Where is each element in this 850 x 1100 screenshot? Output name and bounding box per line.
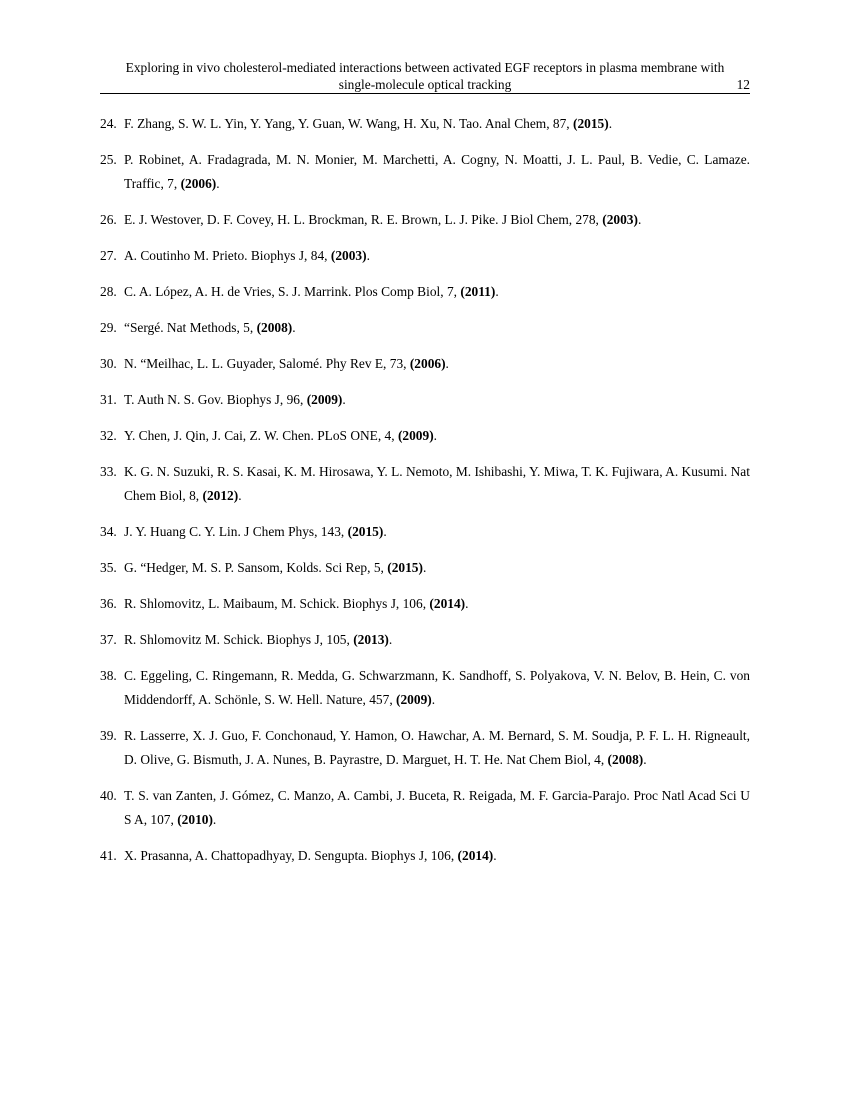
reference-text [124, 208, 750, 232]
reference-year: (2009) [397, 428, 434, 443]
reference-number: 27. [100, 248, 117, 263]
reference-item [100, 520, 750, 544]
reference-number: 35. [100, 560, 117, 575]
reference-journal: Proc Natl Acad Sci U S A, 107, [124, 788, 750, 827]
reference-authors: J. Y. Huang C. Y. Lin. [124, 524, 241, 539]
reference-year: (2014) [429, 596, 466, 611]
reference-year: (2009) [306, 392, 343, 407]
reference-journal: Biophys J, 106, [370, 848, 455, 863]
reference-year: (2003) [330, 248, 367, 263]
reference-year: (2011) [460, 284, 496, 299]
reference-year: (2008) [607, 752, 644, 767]
reference-text [124, 280, 750, 304]
reference-text [124, 460, 750, 508]
reference-text [124, 244, 750, 268]
reference-journal: J Chem Phys, 143, [244, 524, 345, 539]
reference-authors: R. Lasserre, X. J. Guo, F. Conchonaud, Y. Hamon, O. Hawchar, A. M. Bernard, S. M. Soudja, P. F. L. H. Rigneault, D. Olive, G. Bismuth, J. A. Nunes, B. Payrastre, D. Marguet, H. T. He. [124, 728, 750, 767]
reference-item [100, 112, 750, 136]
reference-item [100, 280, 750, 304]
reference-text [124, 724, 750, 772]
reference-number: 39. [100, 728, 117, 743]
header-rule [100, 93, 750, 94]
reference-journal: Biophys J, 105, [266, 632, 350, 647]
reference-authors: E. J. Westover, D. F. Covey, H. L. Brockman, R. E. Brown, L. J. Pike. [124, 212, 499, 227]
reference-item [100, 556, 750, 580]
reference-text [124, 592, 750, 616]
reference-number: 41. [100, 848, 117, 863]
reference-authors: “Sergé. [124, 320, 164, 335]
reference-year: (2015) [573, 116, 609, 131]
reference-text [124, 784, 750, 832]
reference-end: . [212, 812, 217, 827]
reference-item [100, 208, 750, 232]
reference-end: . [637, 212, 642, 227]
reference-text [124, 352, 750, 376]
reference-item [100, 724, 750, 772]
reference-journal: Nature, 457, [326, 692, 393, 707]
reference-journal: Nat Chem Biol, 4, [506, 752, 605, 767]
reference-journal: PLoS ONE, 4, [317, 428, 395, 443]
reference-year: (2013) [353, 632, 389, 647]
reference-journal: Nat Chem Biol, 8, [124, 464, 750, 503]
reference-journal: Traffic, 7, [124, 176, 178, 191]
reference-text [124, 388, 750, 412]
reference-text [124, 112, 750, 136]
reference-authors: N. “Meilhac, L. L. Guyader, Salomé. [124, 356, 323, 371]
reference-end: . [465, 596, 469, 611]
reference-authors: X. Prasanna, A. Chattopadhyay, D. Sengupta. [124, 848, 368, 863]
reference-year: (2006) [409, 356, 446, 371]
reference-journal: Biophys J, 96, [226, 392, 304, 407]
reference-journal: Nat Methods, 5, [166, 320, 254, 335]
reference-number: 34. [100, 524, 117, 539]
reference-number: 37. [100, 632, 117, 647]
reference-item [100, 628, 750, 652]
reference-end: . [238, 488, 242, 503]
reference-end: . [493, 848, 497, 863]
reference-journal: J Biol Chem, 278, [501, 212, 599, 227]
reference-end: . [445, 356, 449, 371]
reference-authors: C. Eggeling, C. Ringemann, R. Medda, G. Schwarzmann, K. Sandhoff, S. Polyakova, V. N. Belov, B. Hein, C. von Middendorff, A. Schönle, S. W. Hell. [124, 668, 750, 707]
reference-end: . [342, 392, 346, 407]
reference-item [100, 784, 750, 832]
reference-item [100, 388, 750, 412]
reference-year: (2003) [602, 212, 638, 227]
reference-authors: R. Shlomovitz M. Schick. [124, 632, 264, 647]
reference-number: 40. [100, 788, 117, 803]
reference-number: 32. [100, 428, 117, 443]
reference-number: 36. [100, 596, 117, 611]
reference-list [100, 112, 750, 880]
reference-journal: Sci Rep, 5, [325, 560, 384, 575]
reference-item [100, 664, 750, 712]
reference-text [124, 424, 750, 448]
reference-end: . [608, 116, 613, 131]
reference-authors: T. S. van Zanten, J. Gómez, C. Manzo, A. Cambi, J. Buceta, R. Reigada, M. F. Garcia-Parajo. [124, 788, 630, 803]
reference-item [100, 424, 750, 448]
reference-number: 26. [100, 212, 117, 227]
reference-authors: R. Shlomovitz, L. Maibaum, M. Schick. [124, 596, 340, 611]
reference-authors: A. Coutinho M. Prieto. [124, 248, 248, 263]
reference-authors: Y. Chen, J. Qin, J. Cai, Z. W. Chen. [124, 428, 314, 443]
reference-item [100, 844, 750, 868]
reference-end: . [495, 284, 499, 299]
reference-end: . [643, 752, 647, 767]
reference-year: (2015) [347, 524, 384, 539]
reference-end: . [216, 176, 220, 191]
reference-end: . [388, 632, 393, 647]
reference-number: 24. [100, 116, 117, 131]
reference-journal: Phy Rev E, 73, [325, 356, 407, 371]
reference-year: (2008) [256, 320, 293, 335]
reference-authors: K. G. N. Suzuki, R. S. Kasai, K. M. Hirosawa, Y. L. Nemoto, M. Ishibashi, Y. Miwa, T. K. Fujiwara, A. Kusumi. [124, 464, 728, 479]
reference-journal: Biophys J, 84, [250, 248, 328, 263]
reference-text [124, 556, 750, 580]
reference-authors: G. “Hedger, M. S. P. Sansom, Kolds. [124, 560, 322, 575]
running-header [100, 59, 750, 93]
reference-authors: P. Robinet, A. Fradagrada, M. N. Monier, M. Marchetti, A. Cogny, N. Moatti, J. L. Paul, B. Vedie, C. Lamaze. [124, 152, 750, 167]
header-title-line-1: Exploring in vivo cholesterol-mediated interactions between activated EGF receptors in plasma membrane with [125, 60, 725, 75]
reference-end: . [431, 692, 436, 707]
reference-item [100, 316, 750, 340]
reference-end: . [422, 560, 427, 575]
reference-journal: Plos Comp Biol, 7, [354, 284, 457, 299]
reference-end: . [366, 248, 370, 263]
reference-number: 31. [100, 392, 117, 407]
reference-year: (2009) [396, 692, 432, 707]
reference-text [124, 316, 750, 340]
reference-item [100, 244, 750, 268]
reference-year: (2012) [202, 488, 239, 503]
reference-number: 33. [100, 464, 117, 479]
reference-end: . [292, 320, 296, 335]
header-title-line-2: single-molecule optical tracking [338, 77, 512, 92]
reference-authors: C. A. López, A. H. de Vries, S. J. Marrink. [124, 284, 352, 299]
reference-item [100, 352, 750, 376]
reference-item [100, 460, 750, 508]
reference-text [124, 664, 750, 712]
reference-number: 29. [100, 320, 117, 335]
page-number: 12 [736, 77, 750, 92]
reference-authors: T. Auth N. S. Gov. [124, 392, 224, 407]
reference-number: 28. [100, 284, 117, 299]
reference-item [100, 148, 750, 196]
reference-year: (2015) [387, 560, 423, 575]
reference-item [100, 592, 750, 616]
reference-number: 25. [100, 152, 117, 167]
reference-text [124, 148, 750, 196]
reference-number: 38. [100, 668, 117, 683]
reference-end: . [383, 524, 387, 539]
reference-number: 30. [100, 356, 117, 371]
reference-end: . [433, 428, 438, 443]
reference-journal: Anal Chem, 87, [484, 116, 570, 131]
reference-authors: F. Zhang, S. W. L. Yin, Y. Yang, Y. Guan, W. Wang, H. Xu, N. Tao. [124, 116, 483, 131]
reference-year: (2014) [457, 848, 494, 863]
reference-text [124, 520, 750, 544]
reference-journal: Biophys J, 106, [342, 596, 427, 611]
reference-year: (2010) [177, 812, 213, 827]
reference-text [124, 844, 750, 868]
reference-year: (2006) [180, 176, 217, 191]
reference-text [124, 628, 750, 652]
